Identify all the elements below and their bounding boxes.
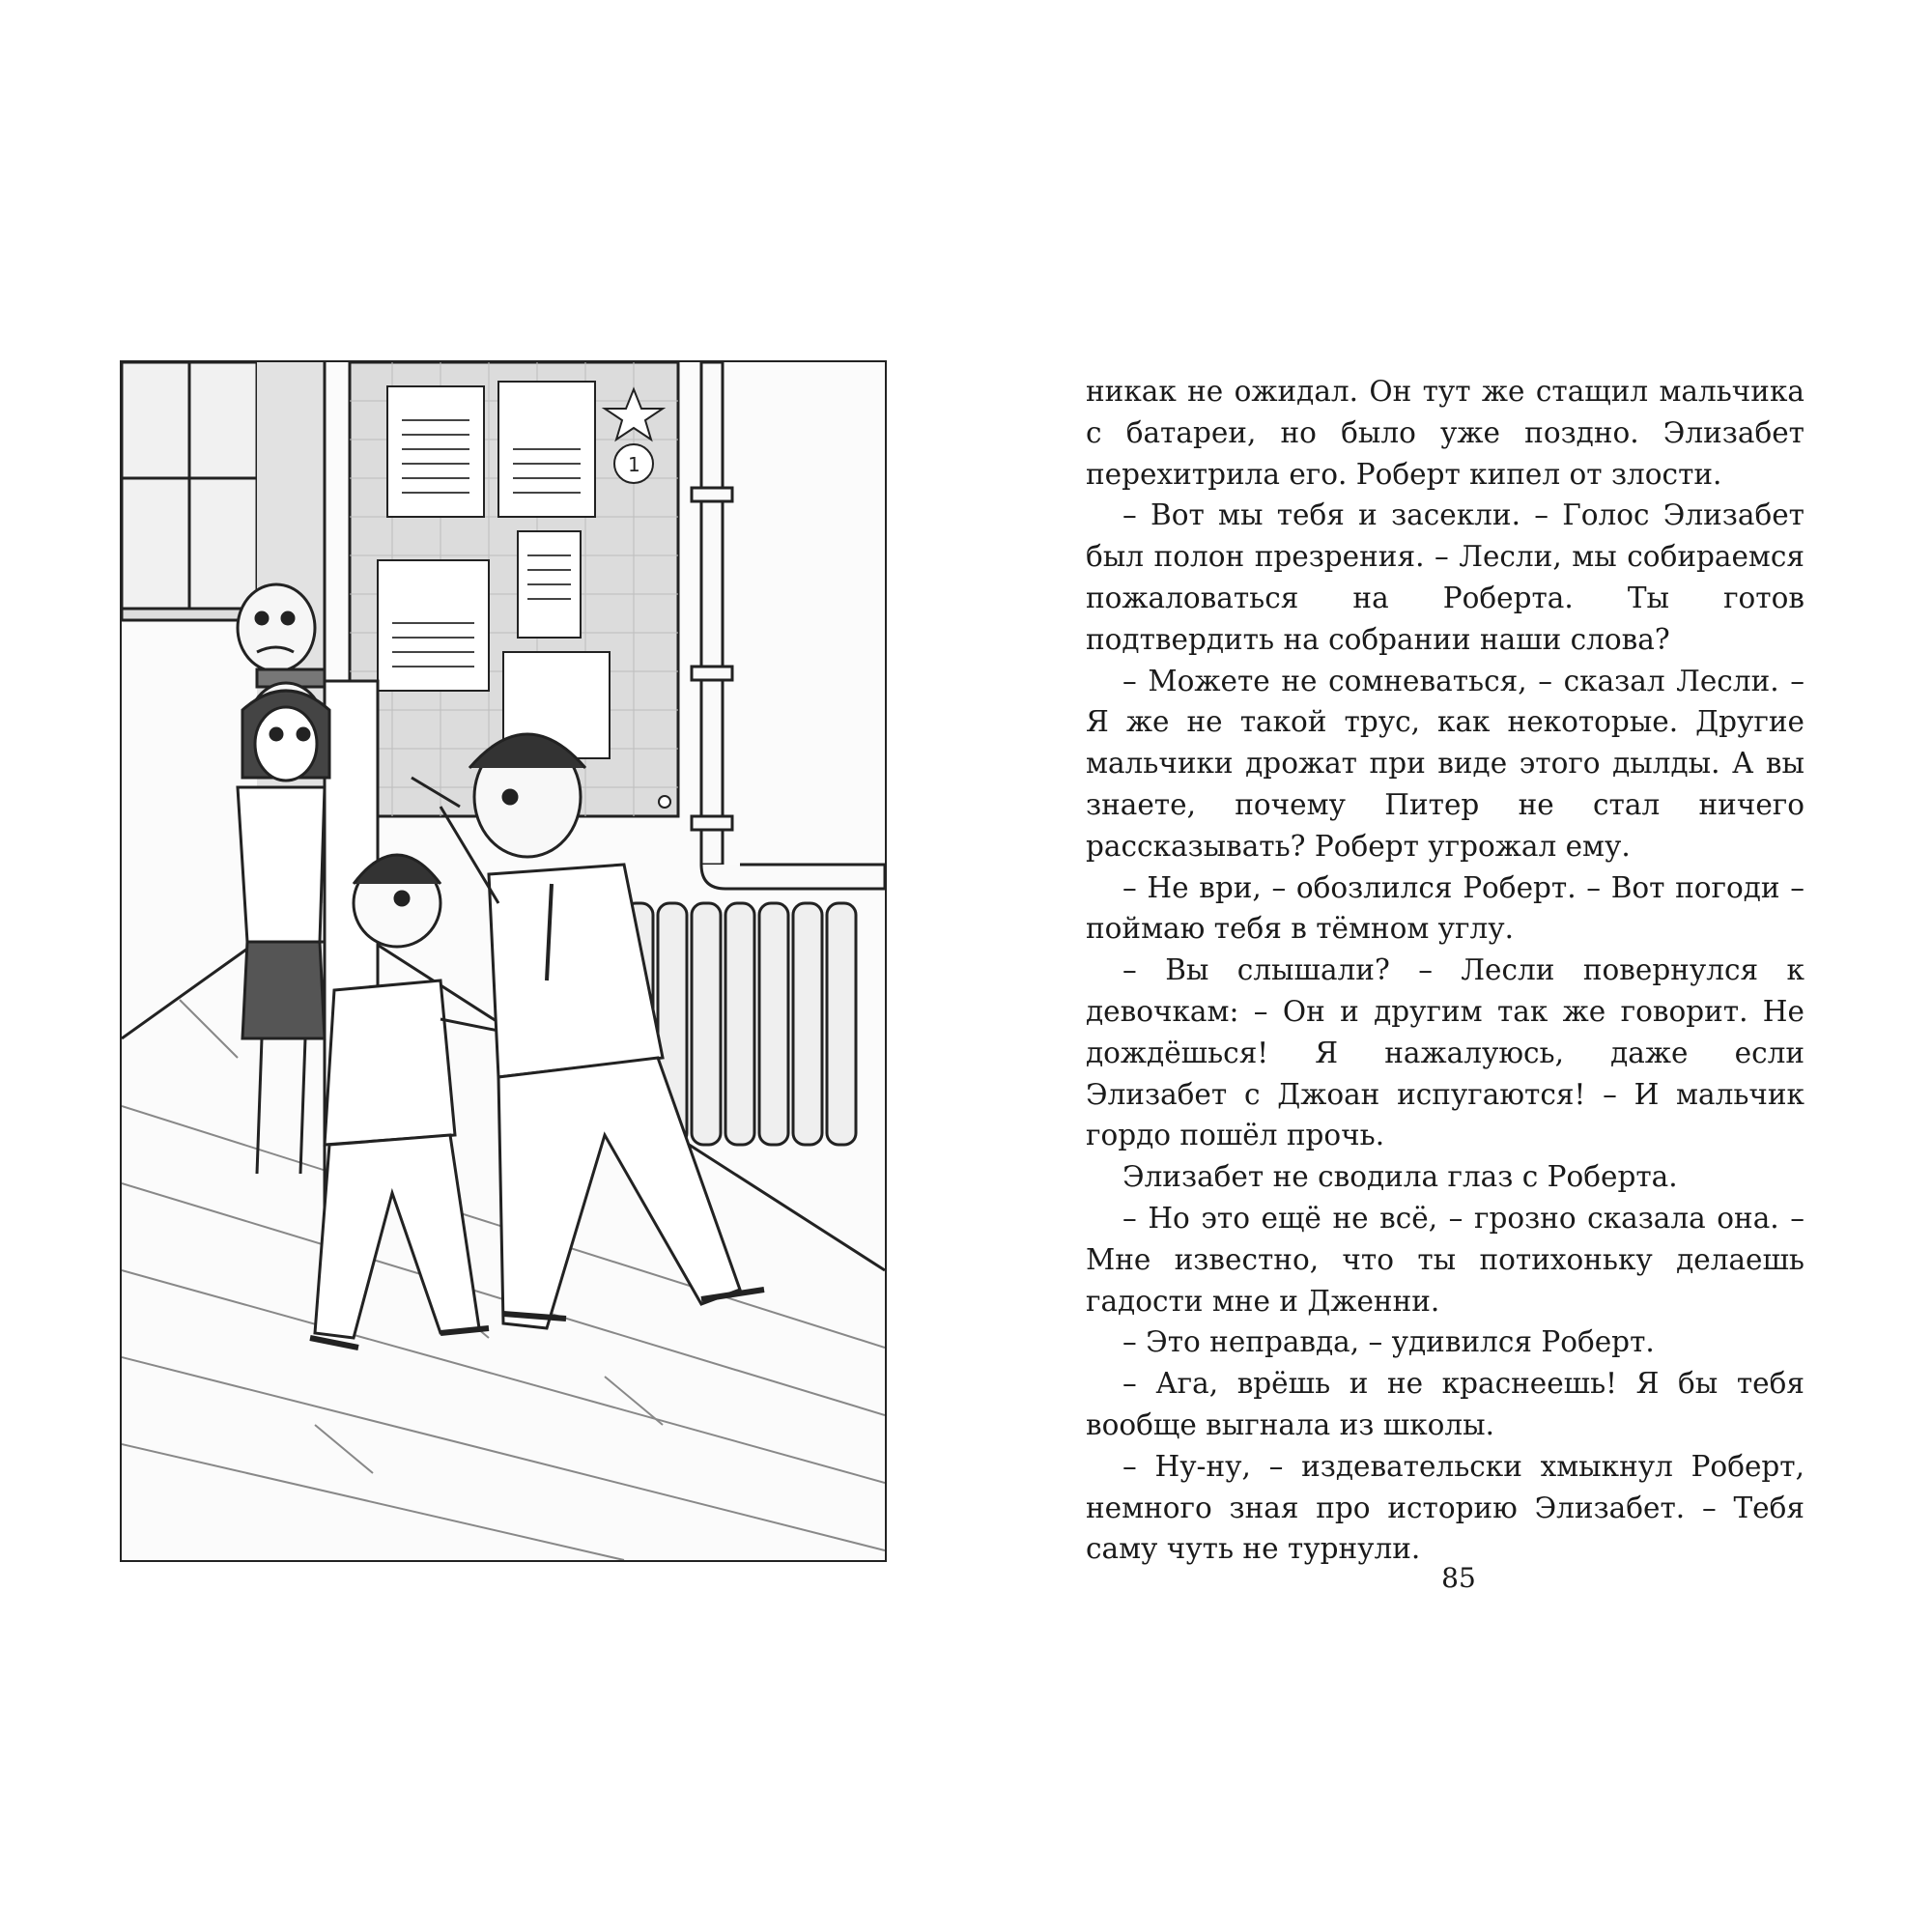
school-corridor-illustration: [122, 362, 885, 1560]
paragraph: – Вы слышали? – Лесли повернулся к девочкам: – Он и другим так же говорит. Не дождёшься! Я нажалуюсь, даже если Элизабет с Джоан испугаются! – И мальчик гордо пошёл прочь.: [1086, 953, 1804, 1152]
girl-peeking-bottom: [238, 683, 329, 1174]
svg-text:1: 1: [628, 453, 640, 476]
paragraph: – Но это ещё не всё, – грозно сказала она. – Мне известно, что ты потихоньку делаешь гадости мне и Дженни.: [1086, 1201, 1804, 1318]
window: [122, 362, 267, 620]
paragraph: – Не ври, – обозлился Роберт. – Вот погоди – поймаю тебя в тёмном углу.: [1086, 870, 1804, 946]
page-number: 85: [1441, 1562, 1476, 1594]
text-column: [1086, 371, 1804, 1570]
paragraph: – Ну-ну, – издевательски хмыкнул Роберт, немного зная про историю Элизабет. – Тебя саму чуть не турнули.: [1086, 1449, 1804, 1566]
paragraph: – Можете не сомневаться, – сказал Лесли. – Я же не такой трус, как некоторые. Другие мальчики дрожат при виде этого дылды. А вы знаете, почему Питер не стал ничего рассказывать? Роберт угрожал ему.: [1086, 664, 1804, 863]
paragraph: Элизабет не сводила глаз с Роберта.: [1122, 1160, 1678, 1194]
paragraph: – Вот мы тебя и засекли. – Голос Элизабет был полон презрения. – Лесли, мы собираемся пожаловаться на Роберта. Ты готов подтвердить на собрании наши слова?: [1086, 498, 1804, 656]
paragraph: никак не ожидал. Он тут же стащил мальчика с батареи, но было уже поздно. Элизабет перехитрила его. Роберт кипел от злости.: [1086, 375, 1804, 491]
paragraph: – Ага, врёшь и не краснеешь! Я бы тебя вообще выгнала из школы.: [1086, 1367, 1804, 1441]
paragraph: – Это неправда, – удивился Роберт.: [1122, 1325, 1655, 1359]
pipe: [692, 362, 885, 889]
illustration-panel: [120, 360, 887, 1562]
